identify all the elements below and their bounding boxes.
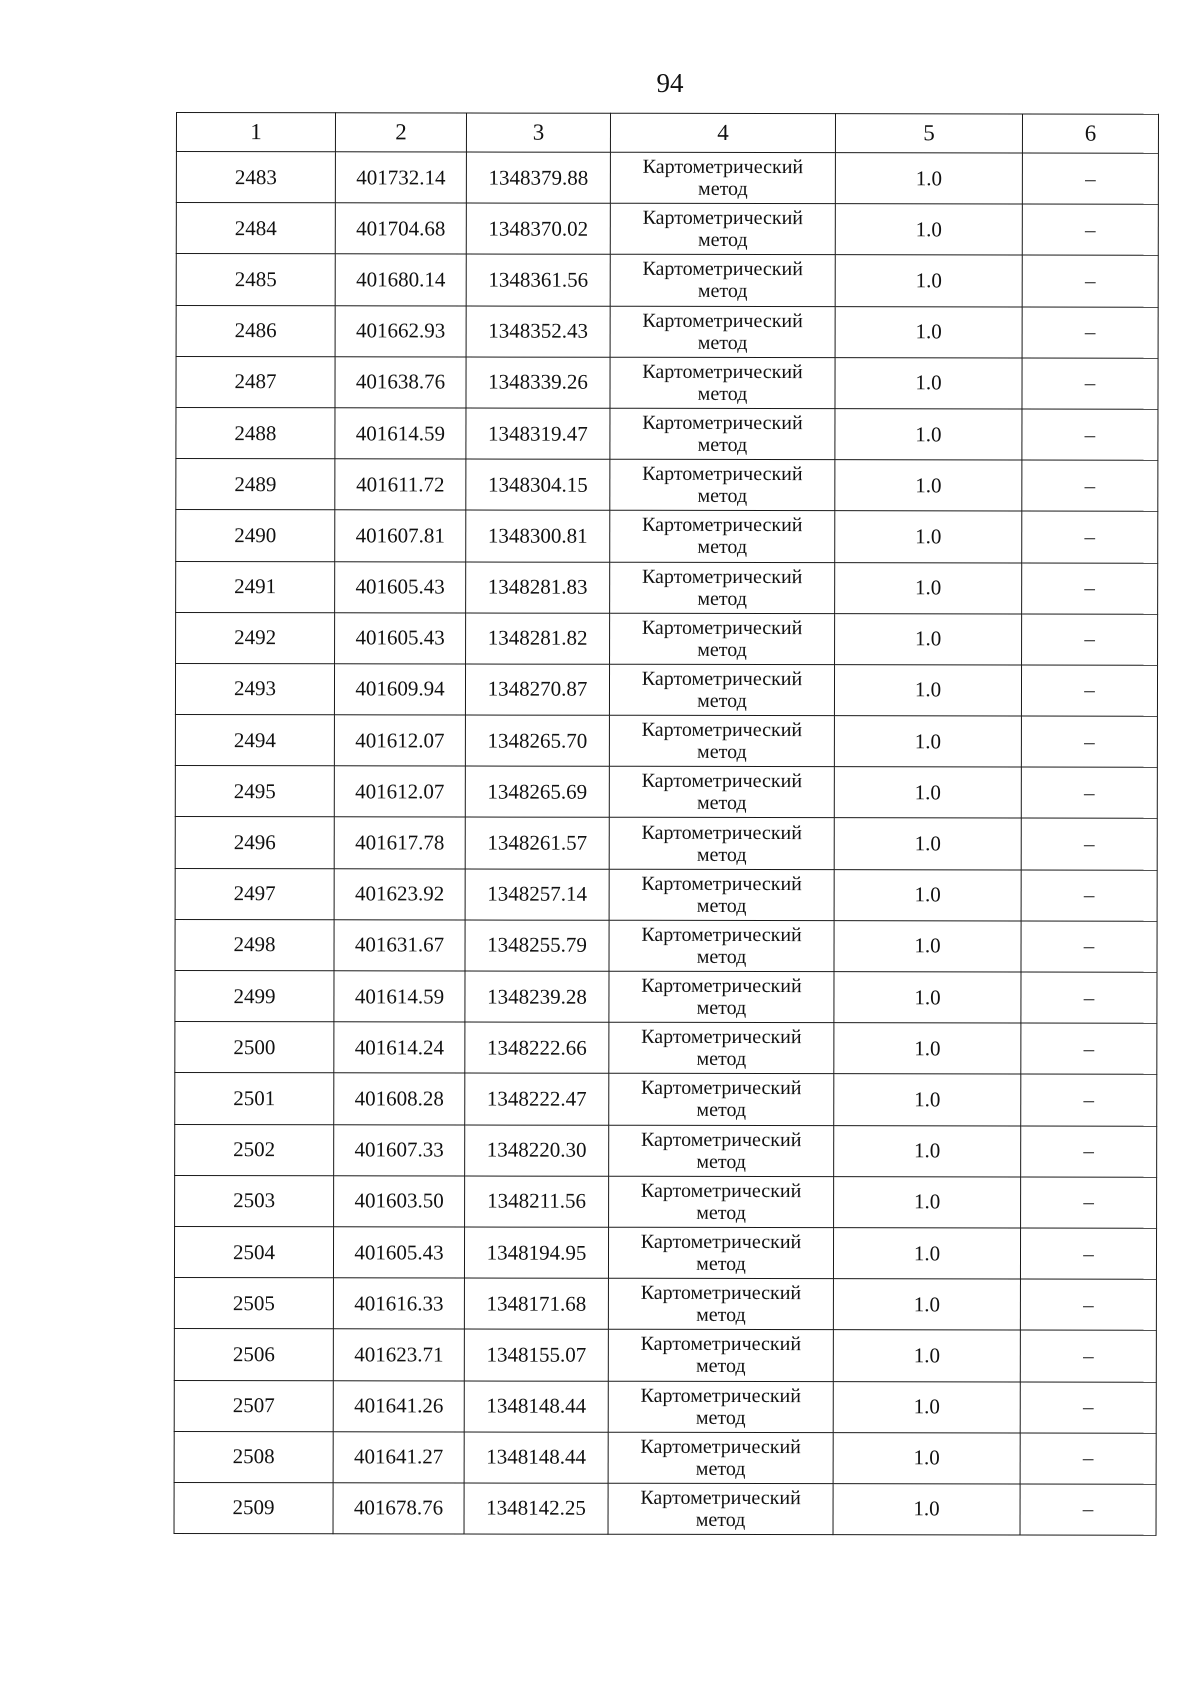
method-line-2: метод <box>696 1201 746 1224</box>
y-coordinate-cell: 1348319.47 <box>466 408 610 459</box>
column-header-3: 3 <box>466 113 610 152</box>
y-coordinate-cell: 1348211.56 <box>465 1176 609 1227</box>
x-coordinate-cell: 401605.43 <box>335 612 466 663</box>
accuracy-cell: 1.0 <box>834 1023 1021 1075</box>
method-line-1: Картометрический <box>642 309 803 332</box>
accuracy-cell: 1.0 <box>834 1176 1021 1228</box>
accuracy-cell: 1.0 <box>835 204 1022 256</box>
method-cell <box>608 1330 833 1382</box>
method-line-2: метод <box>697 741 747 764</box>
x-coordinate-cell: 401641.27 <box>333 1431 464 1482</box>
method-cell <box>610 511 835 563</box>
note-cell: – <box>1021 972 1157 1023</box>
note-cell: – <box>1021 870 1157 921</box>
method-line-1: Картометрический <box>642 207 804 230</box>
accuracy-cell: 1.0 <box>835 357 1022 409</box>
method-cell <box>609 920 834 972</box>
table-row <box>175 817 1157 870</box>
method-cell <box>610 613 835 665</box>
point-number-cell: 2485 <box>176 254 335 305</box>
method-line-2: метод <box>696 1099 747 1122</box>
note-cell: – <box>1022 358 1158 409</box>
x-coordinate-cell: 401638.76 <box>335 357 466 408</box>
accuracy-cell: 1.0 <box>833 1279 1020 1331</box>
column-header-2: 2 <box>335 113 466 152</box>
accuracy-cell: 1.0 <box>835 511 1022 563</box>
method-line-2: метод <box>696 1150 746 1173</box>
column-header-1: 1 <box>176 113 335 152</box>
x-coordinate-cell: 401623.92 <box>334 868 465 919</box>
method-cell <box>609 1176 834 1228</box>
y-coordinate-cell: 1348222.47 <box>465 1073 609 1124</box>
point-number-cell: 2499 <box>175 970 334 1021</box>
method-line-1: Картометрический <box>641 770 803 793</box>
method-line-2: метод <box>697 382 748 405</box>
y-coordinate-cell: 1348220.30 <box>465 1125 609 1176</box>
table-row <box>176 152 1158 205</box>
table-row <box>174 1431 1156 1484</box>
note-cell: – <box>1020 1381 1156 1432</box>
y-coordinate-cell: 1348361.56 <box>466 254 610 305</box>
table-row <box>176 510 1158 563</box>
note-cell: – <box>1020 1279 1156 1330</box>
note-cell: – <box>1021 665 1157 716</box>
method-line-1: Картометрический <box>641 616 803 639</box>
method-cell <box>608 1432 833 1484</box>
accuracy-cell: 1.0 <box>834 716 1021 768</box>
table-row <box>176 203 1158 256</box>
coordinates-table <box>174 112 1159 1536</box>
method-cell <box>609 971 834 1023</box>
y-coordinate-cell: 1348281.82 <box>466 613 610 664</box>
point-number-cell: 2491 <box>176 561 335 612</box>
method-line-2: метод <box>695 1508 746 1531</box>
note-cell: – <box>1020 1228 1156 1279</box>
method-cell <box>608 1483 833 1535</box>
note-cell: – <box>1022 307 1158 358</box>
method-line-2: метод <box>696 1048 747 1071</box>
y-coordinate-cell: 1348281.83 <box>466 562 610 613</box>
note-cell: – <box>1021 1074 1157 1125</box>
note-cell: – <box>1022 460 1158 511</box>
point-number-cell: 2492 <box>176 612 335 663</box>
method-line-2: метод <box>696 792 747 815</box>
y-coordinate-cell: 1348148.44 <box>464 1381 608 1432</box>
table-row <box>174 1380 1156 1433</box>
method-line-1: Картометрический <box>642 360 803 383</box>
method-cell <box>610 562 835 614</box>
point-number-cell: 2508 <box>174 1431 333 1482</box>
y-coordinate-cell: 1348379.88 <box>466 152 610 203</box>
accuracy-cell: 1.0 <box>835 153 1022 205</box>
method-line-1: Картометрический <box>642 411 803 435</box>
note-cell: – <box>1022 562 1158 613</box>
table-row <box>175 1022 1157 1075</box>
point-number-cell: 2490 <box>176 510 335 561</box>
point-number-cell: 2483 <box>176 152 335 203</box>
x-coordinate-cell: 401609.94 <box>334 664 465 715</box>
note-cell: – <box>1022 255 1158 306</box>
table-row <box>175 868 1157 921</box>
note-cell: – <box>1022 511 1158 562</box>
method-line-1: Картометрический <box>641 667 803 691</box>
note-cell: – <box>1020 1433 1156 1484</box>
x-coordinate-cell: 401617.78 <box>334 817 465 868</box>
method-line-1: Картометрический <box>640 1333 802 1356</box>
point-number-cell: 2494 <box>175 715 334 766</box>
method-line-1: Картометрический <box>641 1077 802 1100</box>
x-coordinate-cell: 401680.14 <box>335 254 466 305</box>
point-number-cell: 2498 <box>175 919 334 970</box>
note-cell: – <box>1021 1023 1157 1074</box>
point-number-cell: 2487 <box>176 356 335 407</box>
accuracy-cell: 1.0 <box>834 818 1021 870</box>
table-row <box>175 663 1157 716</box>
method-line-1: Картометрический <box>642 155 804 179</box>
method-cell <box>610 459 835 511</box>
method-line-1: Картометрический <box>642 258 803 281</box>
method-line-1: Картометрический <box>642 514 803 537</box>
y-coordinate-cell: 1348257.14 <box>465 869 609 920</box>
point-number-cell: 2503 <box>175 1175 334 1226</box>
point-number-cell: 2500 <box>175 1022 334 1073</box>
method-line-2: метод <box>697 689 747 712</box>
x-coordinate-cell: 401631.67 <box>334 920 465 971</box>
x-coordinate-cell: 401605.43 <box>333 1227 464 1278</box>
method-cell <box>610 306 835 358</box>
method-cell <box>610 203 835 255</box>
method-line-2: метод <box>696 1304 746 1327</box>
y-coordinate-cell: 1348142.25 <box>464 1483 608 1534</box>
x-coordinate-cell: 401603.50 <box>334 1176 465 1227</box>
header-row <box>176 113 1158 154</box>
method-cell <box>610 357 835 409</box>
x-coordinate-cell: 401678.76 <box>333 1483 464 1534</box>
accuracy-cell: 1.0 <box>833 1381 1020 1433</box>
method-cell <box>609 1125 834 1177</box>
note-cell: – <box>1021 1126 1157 1177</box>
y-coordinate-cell: 1348222.66 <box>465 1022 609 1073</box>
method-cell <box>608 1278 833 1330</box>
accuracy-cell: 1.0 <box>835 409 1022 461</box>
point-number-cell: 2501 <box>175 1073 334 1124</box>
point-number-cell: 2486 <box>176 305 335 356</box>
x-coordinate-cell: 401614.59 <box>334 971 465 1022</box>
method-line-2: метод <box>696 997 747 1020</box>
method-cell <box>609 715 834 767</box>
accuracy-cell: 1.0 <box>835 306 1022 358</box>
method-line-1: Картометрический <box>640 1282 802 1305</box>
point-number-cell: 2484 <box>176 203 335 254</box>
accuracy-cell: 1.0 <box>834 665 1021 717</box>
method-line-1: Картометрический <box>640 1128 802 1151</box>
method-line-2: метод <box>697 229 748 252</box>
table-row <box>176 459 1158 512</box>
note-cell: – <box>1022 153 1158 204</box>
column-header-4: 4 <box>610 113 835 152</box>
method-cell <box>609 664 834 716</box>
note-cell: – <box>1022 204 1158 255</box>
note-cell: – <box>1020 1330 1156 1381</box>
table-row <box>176 561 1158 614</box>
accuracy-cell: 1.0 <box>835 562 1022 614</box>
x-coordinate-cell: 401612.07 <box>334 715 465 766</box>
note-cell: – <box>1022 614 1158 665</box>
y-coordinate-cell: 1348155.07 <box>464 1329 608 1380</box>
method-line-2: метод <box>697 638 747 661</box>
x-coordinate-cell: 401704.68 <box>335 203 466 254</box>
method-line-2: метод <box>697 433 748 457</box>
method-line-1: Картометрический <box>641 974 802 998</box>
table-row <box>176 407 1158 460</box>
accuracy-cell: 1.0 <box>835 460 1022 512</box>
method-line-1: Картометрический <box>641 718 803 742</box>
table-row <box>174 1329 1156 1382</box>
point-number-cell: 2507 <box>174 1380 333 1431</box>
accuracy-cell: 1.0 <box>833 1330 1020 1382</box>
method-cell <box>610 408 835 460</box>
method-line-2: метод <box>695 1355 746 1378</box>
table-body <box>174 152 1158 1536</box>
point-number-cell: 2509 <box>174 1482 333 1533</box>
method-line-2: метод <box>697 485 748 508</box>
note-cell: – <box>1021 818 1157 869</box>
table-row <box>175 1124 1157 1177</box>
method-cell <box>609 1022 834 1074</box>
method-line-1: Картометрический <box>641 923 802 946</box>
table-row <box>175 766 1157 819</box>
note-cell: – <box>1021 767 1157 818</box>
method-line-1: Картометрический <box>641 821 802 844</box>
table-row <box>174 1278 1156 1331</box>
table-row <box>176 356 1158 409</box>
point-number-cell: 2493 <box>175 663 334 714</box>
point-number-cell: 2489 <box>176 459 335 510</box>
method-line-2: метод <box>697 587 747 610</box>
method-line-2: метод <box>697 331 748 354</box>
accuracy-cell: 1.0 <box>834 767 1021 819</box>
y-coordinate-cell: 1348239.28 <box>465 971 609 1022</box>
accuracy-cell: 1.0 <box>835 255 1022 307</box>
x-coordinate-cell: 401607.81 <box>335 510 466 561</box>
method-cell <box>609 767 834 819</box>
method-cell <box>609 1074 834 1126</box>
y-coordinate-cell: 1348304.15 <box>466 459 610 510</box>
method-line-1: Картометрический <box>641 872 802 895</box>
y-coordinate-cell: 1348171.68 <box>464 1278 608 1329</box>
accuracy-cell: 1.0 <box>833 1228 1020 1280</box>
method-line-1: Картометрический <box>640 1384 801 1407</box>
x-coordinate-cell: 401623.71 <box>333 1329 464 1380</box>
method-line-1: Картометрический <box>640 1179 802 1202</box>
column-header-6: 6 <box>1022 114 1158 153</box>
table-row <box>174 1226 1156 1279</box>
point-number-cell: 2496 <box>175 817 334 868</box>
accuracy-cell: 1.0 <box>833 1432 1020 1484</box>
method-line-2: метод <box>698 178 748 201</box>
page-number: 94 <box>656 68 684 98</box>
table-row <box>174 1482 1156 1535</box>
x-coordinate-cell: 401614.59 <box>335 408 466 459</box>
method-line-2: метод <box>696 843 747 866</box>
y-coordinate-cell: 1348194.95 <box>464 1227 608 1278</box>
point-number-cell: 2488 <box>176 407 335 458</box>
x-coordinate-cell: 401616.33 <box>333 1278 464 1329</box>
method-cell <box>608 1381 833 1433</box>
accuracy-cell: 1.0 <box>834 972 1021 1024</box>
method-cell <box>610 152 835 204</box>
accuracy-cell: 1.0 <box>834 920 1021 972</box>
x-coordinate-cell: 401611.72 <box>335 459 466 510</box>
method-line-1: Картометрический <box>642 463 803 486</box>
accuracy-cell: 1.0 <box>835 613 1022 665</box>
method-line-2: метод <box>696 894 747 917</box>
x-coordinate-cell: 401612.07 <box>334 766 465 817</box>
column-header-5: 5 <box>835 114 1022 153</box>
accuracy-cell: 1.0 <box>834 1074 1021 1126</box>
point-number-cell: 2497 <box>175 868 334 919</box>
method-line-2: метод <box>696 945 747 968</box>
note-cell: – <box>1021 716 1157 767</box>
x-coordinate-cell: 401607.33 <box>334 1124 465 1175</box>
table-row <box>175 1175 1157 1228</box>
method-line-1: Картометрический <box>640 1230 802 1254</box>
accuracy-cell: 1.0 <box>834 869 1021 921</box>
point-number-cell: 2506 <box>174 1329 333 1380</box>
x-coordinate-cell: 401732.14 <box>335 152 466 203</box>
note-cell: – <box>1020 1484 1156 1535</box>
table-row <box>175 970 1157 1023</box>
method-cell <box>610 255 835 307</box>
x-coordinate-cell: 401641.26 <box>333 1380 464 1431</box>
note-cell: – <box>1022 409 1158 460</box>
x-coordinate-cell: 401662.93 <box>335 305 466 356</box>
x-coordinate-cell: 401614.24 <box>334 1022 465 1073</box>
accuracy-cell: 1.0 <box>833 1484 1020 1536</box>
y-coordinate-cell: 1348255.79 <box>465 920 609 971</box>
table-header <box>176 113 1158 154</box>
method-line-1: Картометрический <box>640 1486 801 1510</box>
method-line-1: Картометрический <box>641 565 803 588</box>
method-line-2: метод <box>695 1457 746 1480</box>
note-cell: – <box>1021 921 1157 972</box>
table-row <box>175 1073 1157 1126</box>
table-row <box>176 305 1158 358</box>
method-cell <box>609 818 834 870</box>
method-cell <box>609 869 834 921</box>
y-coordinate-cell: 1348265.69 <box>465 766 609 817</box>
table-row <box>176 612 1158 665</box>
method-line-1: Картометрический <box>640 1435 801 1458</box>
y-coordinate-cell: 1348148.44 <box>464 1432 608 1483</box>
table-row <box>175 919 1157 972</box>
method-line-1: Картометрический <box>641 1026 802 1049</box>
point-number-cell: 2504 <box>174 1226 333 1277</box>
y-coordinate-cell: 1348270.87 <box>465 664 609 715</box>
y-coordinate-cell: 1348265.70 <box>465 715 609 766</box>
accuracy-cell: 1.0 <box>834 1125 1021 1177</box>
y-coordinate-cell: 1348300.81 <box>466 510 610 561</box>
point-number-cell: 2495 <box>175 766 334 817</box>
x-coordinate-cell: 401605.43 <box>335 561 466 612</box>
table-row <box>175 715 1157 768</box>
method-cell <box>608 1227 833 1279</box>
method-line-2: метод <box>697 280 748 303</box>
y-coordinate-cell: 1348370.02 <box>466 203 610 254</box>
note-cell: – <box>1021 1177 1157 1228</box>
method-line-2: метод <box>695 1406 746 1429</box>
y-coordinate-cell: 1348339.26 <box>466 357 610 408</box>
point-number-cell: 2505 <box>174 1278 333 1329</box>
y-coordinate-cell: 1348261.57 <box>465 817 609 868</box>
method-line-2: метод <box>696 1252 746 1276</box>
table-row <box>176 254 1158 307</box>
x-coordinate-cell: 401608.28 <box>334 1073 465 1124</box>
method-line-2: метод <box>697 536 748 559</box>
y-coordinate-cell: 1348352.43 <box>466 306 610 357</box>
point-number-cell: 2502 <box>175 1124 334 1175</box>
